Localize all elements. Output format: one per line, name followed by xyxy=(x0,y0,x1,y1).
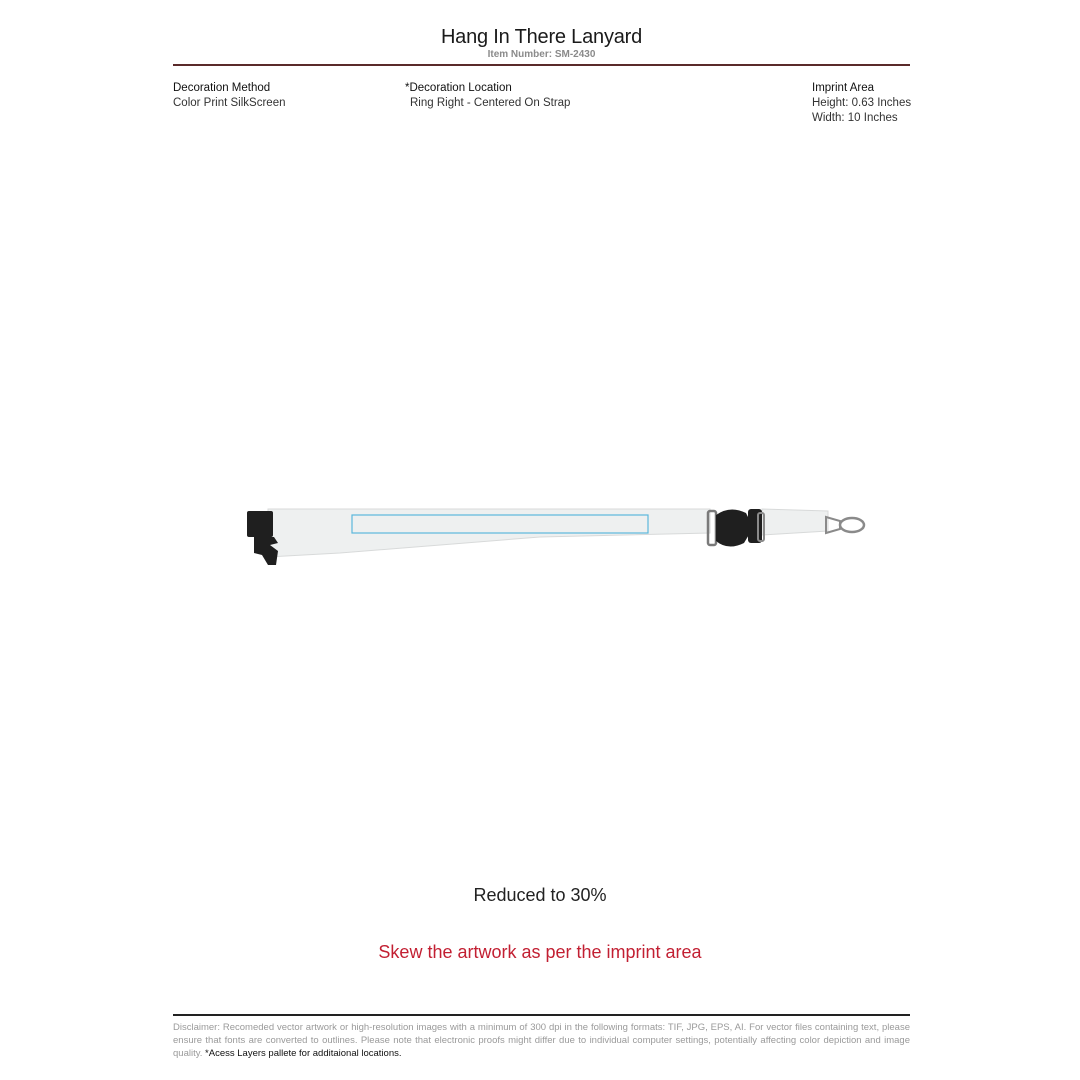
disclaimer xyxy=(173,1021,910,1060)
decoration-location-block xyxy=(405,81,570,111)
imprint-height: Height: 0.63 Inches xyxy=(812,97,912,109)
decoration-method-value: Color Print SilkScreen xyxy=(173,97,286,109)
reduction-note: Reduced to 30% xyxy=(473,885,607,905)
product-title: Hang In There Lanyard xyxy=(440,26,643,48)
item-number-value: SM-2430 xyxy=(554,49,596,60)
item-number-label: Item Number: xyxy=(487,49,553,60)
header-divider xyxy=(173,64,910,66)
decoration-method-heading: Decoration Method xyxy=(173,82,271,94)
access-layers-note: *Acess Layers pallete for additaional locations. xyxy=(205,1048,402,1059)
lanyard-preview xyxy=(240,495,880,575)
item-number xyxy=(173,48,910,61)
decoration-location-heading: *Decoration Location xyxy=(405,82,512,94)
imprint-area-heading: Imprint Area xyxy=(812,82,874,94)
buckle-right-slider xyxy=(748,509,762,543)
buckle-left-slider xyxy=(708,511,716,545)
split-ring xyxy=(840,518,864,532)
imprint-area-block xyxy=(812,81,911,126)
left-connector xyxy=(247,511,273,537)
decoration-method-block xyxy=(173,81,285,111)
imprint-width: Width: 10 Inches xyxy=(812,112,898,124)
left-clip xyxy=(254,537,278,565)
lanyard-strap-right xyxy=(762,509,828,535)
disclaimer-text: Disclaimer: Recomeded vector artwork or high-resolution images with a minimum of 300 dpi in the following formats: TIF, JPG, EPS, AI. For vector files containing text, please ensure that fonts are converted to outlines. Please note that electronic proofs might differ due to individual computer settings, potentially affecting color depiction and image quality. xyxy=(173,1022,910,1059)
footer-divider xyxy=(173,1014,910,1016)
decoration-location-value: Ring Right - Centered On Strap xyxy=(410,97,571,109)
document-header xyxy=(173,26,910,61)
skew-instruction: Skew the artwork as per the imprint area xyxy=(378,942,702,962)
buckle-body xyxy=(716,509,750,546)
lanyard-illustration xyxy=(240,495,880,575)
